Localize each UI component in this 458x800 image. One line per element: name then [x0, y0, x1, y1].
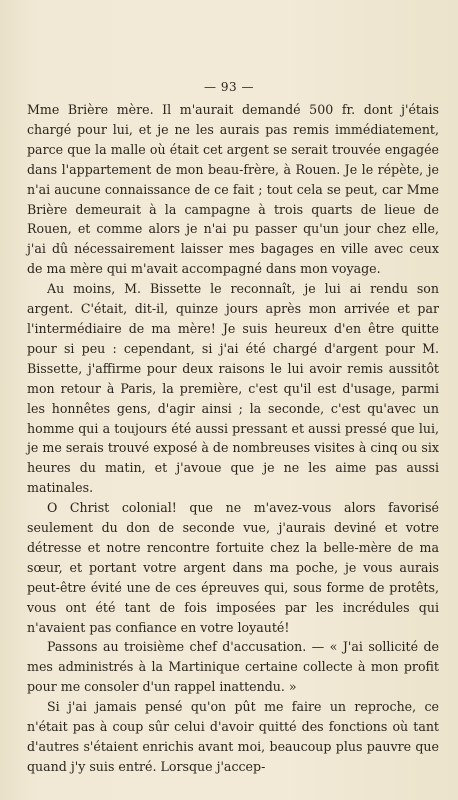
page-number: — 93 —: [204, 80, 254, 94]
paragraph-3: O Christ colonial! que ne m'avez-vous alors favorisé seulement du don de seconde vue, j'aurais deviné et votre détresse et notre rencontre fortuite chez la belle-mère de ma sœur, et portant votre argent dans ma poche, je vous aurais peut-être évité une de ces épreuves qui, sous forme de protêts, vous ont été tant de fois imposées par les incrédules qui n'avaient pas confiance en votre loyauté!: [27, 500, 439, 635]
body-text: [27, 100, 439, 777]
paragraph-1: Mme Brière mère. Il m'aurait demandé 500 fr. dont j'étais chargé pour lui, et je ne les aurais pas remis immédiatement, parce que la malle où était cet argent se serait trouvée engagée dans l'appartement de mon beau-frère, à Rouen. Je le répète, je n'ai aucune connaissance de ce fait ; tout cela se peut, car Mme Brière demeurait à la campagne à trois quarts de lieue de Rouen, et comme alors je n'ai pu passer qu'un jour chez elle, j'ai dû nécessairement laisser mes bagages en ville avec ceux de ma mère qui m'avait accompagné dans mon voyage.: [27, 102, 439, 277]
paragraph-2: Au moins, M. Bissette le reconnaît, je lui ai rendu son argent. C'était, dit-il, quinze jours après mon arrivée et par l'intermédiaire de ma mère! Je suis heureux d'en être quitte pour si peu : cependant, si j'ai été chargé d'argent pour M. Bissette, j'affirme pour deux raisons le lui avoir remis aussitôt mon retour à Paris, la première, c'est qu'il est d'usage, parmi les honnêtes gens, d'agir ainsi ; la seconde, c'est qu'avec un homme qui a toujours été aussi pressant et aussi pressé que lui, je me serais trouvé exposé à de nombreuses visites à cinq ou six heures du matin, et j'avoue que je ne les aime pas aussi matinales.: [27, 281, 439, 496]
paragraph-4: Passons au troisième chef d'accusation. — « J'ai sollicité de mes administrés à la Martinique certaine collecte à mon profit pour me consoler d'un rappel inattendu. »: [27, 639, 439, 695]
paragraph-5: Si j'ai jamais pensé qu'on pût me faire un reproche, ce n'était pas à coup sûr celui d'avoir quitté des fonctions où tant d'autres s'étaient enrichis avant moi, beaucoup plus pauvre que quand j'y suis entré. Lorsque j'accep-: [27, 699, 439, 774]
